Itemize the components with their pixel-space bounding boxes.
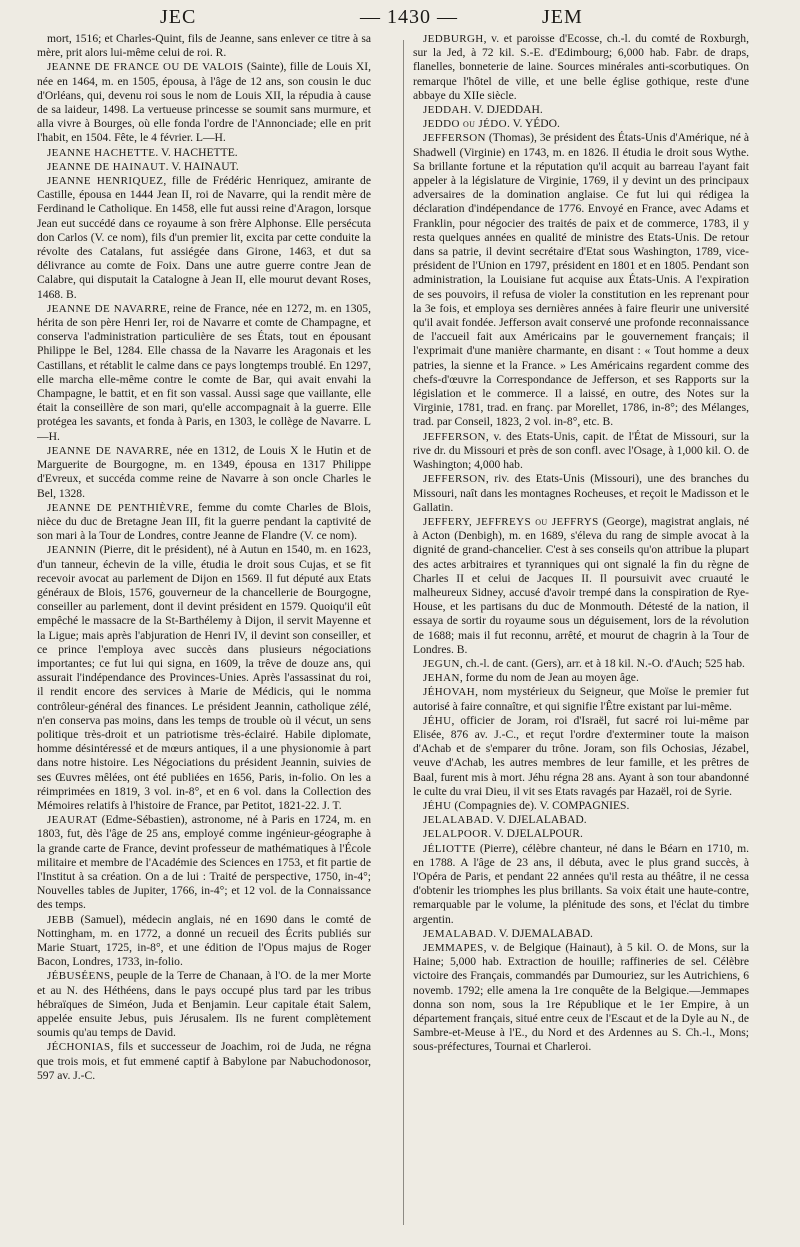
entry: JÉBUSÉENS, peuple de la Terre de Chanaan, à l'O. de la mer Morte et au N. des Héthéens, dans le pays occupé plus tard par les tribus hébraïques de Siméon, Juda et Benjamin. Leur capitale était Salem, appelée ensuite Jebus, puis Jérusalem. Ils ne furent complètement soumis qu'au temps de David.: [37, 969, 371, 1040]
entry-headword: JEBB: [47, 913, 75, 926]
entry-headword: JELALPOOR: [423, 828, 489, 841]
entry-headword: JEMALABAD: [423, 927, 494, 940]
entry: JÉCHONIAS, fils et successeur de Joachim, roi de Juda, ne régna que trois mois, et fut emmené captif à Babylone par Nabuchodonosor, 597 av. J.-C.: [37, 1040, 371, 1082]
entry: JEANNE HENRIQUEZ, fille de Frédéric Henriquez, amirante de Castille, épousa en 1444 Jean II, roi de Navarre, qui la rendit mère de Ferdinand le Catholique. En 1458, elle fut aussi reine d'Aragon, lorsque Jean eut succédé dans ce royaume à son frère Alphonse. Elle persécuta don Carlos (V. ce nom), fils d'un premier lit, excita par cette conduite la révolte des Catalans, fut assiégée dans Girone, 1463, et dut sa délivrance au comte de Foix. Dans une autre guerre contre Jean de Calabre, qui disputait la Catalogne à Jean II, elle mourut devant Roses, 1468. B.: [37, 174, 371, 301]
entry-headword: JEANNE DE PENTHIÈVRE: [47, 501, 190, 514]
running-header: [0, 6, 800, 28]
entry: JEFFERSON, riv. des Etats-Unis (Missouri), une des branches du Missouri, naît dans les montagnes Rocheuses, et reçoit le Madisson et le Gallatin.: [413, 472, 749, 514]
entry-headword: JEDDAH: [423, 104, 469, 117]
entry: JEDDAH. V. DJEDDAH.: [423, 103, 543, 117]
header-right-guide-word: JEM: [542, 6, 583, 28]
entry: JEFFERY, JEFFREYS ou JEFFRYS (George), magistrat anglais, né à Acton (Denbigh), m. en 1689, s'éleva du rang de simple avocat à la dignité de grand-chancelier. C'est à ses conseils qu'on attribue la plupart des actes arbitraires et tyranniques qui ont signalé la fin du règne de Charles II et celui de Jacques II. Il poursuivit avec cruauté le malheureux Sidney, accusé d'avoir trempé dans la conspiration de Rye-House, et les partisans du duc de Monmouth. Détesté de la nation, il essaya de sortir du royaume sous un déguisement, lors de la révolution de 1688; mais il fut reconnu, arrêté, et mourut de chagrin à la Tour de Londres. B.: [413, 514, 749, 656]
entry: JELALPOOR. V. DJELALPOUR.: [423, 827, 583, 841]
entry-headword: JEANNE DE NAVARRE: [47, 302, 167, 315]
entry: JELALABAD. V. DJELALABAD.: [423, 813, 587, 827]
entry-headword: JEDDO ou JÉDO: [423, 118, 507, 131]
entry-headword: JEDBURGH: [423, 33, 484, 45]
right-column: [413, 32, 749, 1227]
entry-headword: JÉLIOTTE: [423, 842, 476, 855]
entry-headword: JEANNE HENRIQUEZ: [47, 175, 164, 188]
entry: JEHAN, forme du nom de Jean au moyen âge.: [423, 671, 639, 685]
entry-headword: JEMMAPES: [423, 942, 484, 954]
entry-headword: JEAURAT: [47, 814, 98, 827]
page-number: — 1430 —: [360, 6, 458, 28]
entry-headword: JEANNE DE FRANCE OU DE VALOIS: [47, 61, 244, 74]
entry: JÉHOVAH, nom mystérieux du Seigneur, que Moïse le premier fut autorisé à faire connaître, et qui signifie l'Être existant par lui-même.: [413, 685, 749, 713]
entry: JEMALABAD. V. DJEMALABAD.: [423, 926, 593, 940]
entry-headword: JEANNE DE HAINAUT: [47, 160, 166, 173]
entry-headword: JÉHU: [423, 714, 452, 727]
entry: JEANNE HACHETTE. V. HACHETTE.: [47, 145, 238, 159]
entry-headword: JEANNE HACHETTE: [47, 146, 156, 159]
entry: JEAURAT (Edme-Sébastien), astronome, né à Paris en 1724, m. en 1803, fut, dès l'âge de 25 ans, employé comme ingénieur-géographe à la grande carte de France, devint professeur de mathématiques à l'École militaire et membre de l'Académie des Sciences en 1753, et fit partie de l'Institut à sa création. On a de lui : Traité de perspective, 1750, in-4°; Nouvelles tables de Jupiter, 1766, in-4°; et 12 vol. de la Connaissance des temps.: [37, 813, 371, 912]
entry: JÉHU, officier de Joram, roi d'Israël, fut sacré roi lui-même par Elisée, 876 av. J.-C., et reçut l'ordre d'exterminer toute la maison d'Achab et de s'emparer du trône. Joram, son fils Ochosias, Jézabel, veuve d'Achab, les autres membres de leur famille, et les prêtres de Baal, furent mis à mort. Jéhu régna 28 ans. Ayant à son tour abandonné le culte du vrai Dieu, il vit ses Etats ravagés par Hazaël, roi de Syrie.: [413, 713, 749, 798]
entry: JEANNE DE PENTHIÈVRE, femme du comte Charles de Blois, nièce du duc de Bretagne Jean III, fit la guerre pendant la captivité de son mari à la Tour de Londres, contre Jeanne de Flandre (V. ce nom).: [37, 500, 371, 543]
entry-headword: JÉHOVAH: [423, 686, 476, 699]
header-left-guide-word: JEC: [160, 6, 197, 28]
entry: JEBB (Samuel), médecin anglais, né en 1690 dans le comté de Nottingham, m. en 1772, a donné un recueil des Écrits publiés sur Marie Stuart, 1725, in-8°, et une édition de l'Opus majus de Roger Bacon, Londres, 1733, in-folio.: [37, 912, 371, 969]
entry-headword: JEANNE DE NAVARRE: [47, 444, 170, 457]
entry-headword: JELALABAD: [423, 814, 491, 827]
left-column: [37, 32, 371, 1227]
entry: mort, 1516; et Charles-Quint, fils de Jeanne, sans enlever ce titre à sa mère, prit alors lui-même celui de roi. R.: [37, 32, 371, 60]
entry-headword: JEFFERSON: [423, 430, 486, 443]
entry-headword: JEFFERSON: [423, 473, 486, 486]
entry: JÉLIOTTE (Pierre), célèbre chanteur, né dans le Béarn en 1710, m. en 1788. A l'âge de 23 ans, il débuta, avec le plus grand succès, à l'Opéra de Paris, et pendant 22 années qu'il resta au théâtre, il ne cessa d'obtenir les triomphes les plus brillants. Sa voix était une haute-contre, remarquable par le volume, la plénitude des sons, et l'éclat du timbre argentin.: [413, 841, 749, 926]
entry: JEANNIN (Pierre, dit le président), né à Autun en 1540, m. en 1623, d'un tanneur, échevin de la ville, étudia le droit sous Cujas, et se fit recevoir avocat au parlement de Dijon en 1569. Il fut député aux Etats généraux de Blois, 1576, gouverneur de la chancellerie de Bourgogne, conseiller au parlement, dont il devint président en 1579. Quoiqu'il eût empêché le massacre de la St-Barthélemy à Dijon, il servit Mayenne et la Ligue; mais après l'abjuration de Henri IV, il devint son conseiller, et ce prince l'employa avec succès dans plusieurs négociations importantes; ce fut lui qui signa, en 1609, la trêve de douze ans, qui assurait l'indépendance des Provinces-Unies. Après l'assassinat du roi, il rendit encore des services à Marie de Médicis, qui le nomma contrôleur-général des finances. Le président Jeannin, catholique zélé, n'en conserva pas moins, dans les temps de trouble où il vécut, un sens politique très-droit et un patriotisme très-éclairé. Habile diplomate, homme désintéressé et de mœurs antiques, il a une physionomie à part dans notre histoire. Les Négociations du président Jeannin, suivies de ses Œuvres mêlées, ont été publiées en 1656, Paris, in-folio. On les a réimprimées en 1819, 3 vol. in-8°, et en 6 vol. dans la Collection des Mémoires relatifs à l'histoire de France, par Petitot, 1821-22. J. T.: [37, 543, 371, 812]
entry-headword: JEANNIN: [47, 544, 97, 557]
entry-headword: JEFFERSON: [423, 132, 486, 145]
entry-headword: JÉBUSÉENS: [47, 970, 111, 983]
entry: JEANNE DE NAVARRE, née en 1312, de Louis X le Hutin et de Marguerite de Bourgogne, m. en 1349, épousa en 1317 Philippe d'Evreux, et succéda comme reine de Navarre à son oncle Charles le Bel, 1328.: [37, 443, 371, 500]
entry: JÉHU (Compagnies de). V. COMPAGNIES.: [423, 798, 630, 812]
entry: JEDBURGH, v. et paroisse d'Ecosse, ch.-l. du comté de Roxburgh, sur la Jed, à 72 kil. S.-E. d'Edimbourg; 6,000 hab. Fabr. de draps, flanelles, bonneterie de laine. Sources minérales anti-scorbutiques. On remarque l'hôtel de ville, et une belle église gothique, reste d'une abbaye du XIIe siècle.: [413, 32, 749, 102]
column-divider: [403, 40, 404, 1225]
entry: JEFFERSON, v. des Etats-Unis, capit. de l'État de Missouri, sur la rive dr. du Missouri et près de son confl. avec l'Osage, à 1,000 kil. O. de Washington; 4,000 hab.: [413, 429, 749, 472]
entry: JEANNE DE NAVARRE, reine de France, née en 1272, m. en 1305, hérita de son père Henri Ier, roi de Navarre et comte de Champagne, et conserva l'administration particulière de ses États, tout en épousant Philippe le Bel, 1284. Elle chassa de la Navarre les Aragonais et les Castillans, et rétablit le calme dans ce pays longtemps troublé. En 1297, elle marcha elle-même contre le comte de Bar, qui avait envahi la Champagne, le battit, et en fit son vassal. Aussi sage que vaillante, elle était la conseillère de son mari, qu'elle accompagnait à la guerre. Elle protégea les savants, et fonda à Paris, en 1303, le collège de Navarre. L—H.: [37, 301, 371, 443]
entry-headword: JEHAN: [423, 672, 460, 685]
entry: JEGUN, ch.-l. de cant. (Gers), arr. et à 18 kil. N.-O. d'Auch; 525 hab.: [423, 656, 745, 670]
entry: JEANNE DE HAINAUT. V. HAINAUT.: [47, 159, 239, 173]
entry: JEMMAPES, v. de Belgique (Hainaut), à 5 kil. O. de Mons, sur la Haine; 5,000 hab. Extraction de houille; raffineries de sel. Célèbre victoire des Français, commandés par Dumouriez, sur les Autrichiens, 6 novemb. 1792; elle amena la 1re conquête de la Belgique.—Jemmapes donna son nom, sous la 1re République et le 1er Empire, à un département français, situé entre ceux de l'Escaut et de la Dyle au N., de Sambre-et-Meuse à l'E., du Nord et des Ardennes au S. Ch.-l., Mons; sous-préfectures, Tournai et Charleroi.: [413, 941, 749, 1054]
entry-headword: JEGUN: [423, 657, 460, 670]
entry-headword: JÉCHONIAS: [47, 1041, 111, 1054]
entry: JEDDO ou JÉDO. V. YÉDO.: [423, 117, 560, 131]
entry: JEANNE DE FRANCE OU DE VALOIS (Sainte), fille de Louis XI, née en 1464, m. en 1505, épousa, à l'âge de 12 ans, son cousin le duc d'Orléans, qui, devenu roi sous le nom de Louis XII, la répudia à cause de sa laideur, 1498. La vertueuse princesse se soumit sans murmure, et alla vivre à Bourges, où elle fonda l'ordre de l'Annonciade; elle en prit l'habit, en 1504. Fête, le 4 février. L—H.: [37, 60, 371, 145]
entry-headword: JEFFERY, JEFFREYS ou JEFFRYS: [423, 515, 599, 528]
entry-headword: JÉHU: [423, 799, 452, 812]
entry: JEFFERSON (Thomas), 3e président des États-Unis d'Amérique, né à Shadwell (Virginie) en 1743, m. en 1826. Il étudia le droit sous Wythe. Sa brillante fortune et la réputation qu'il acquit au barreau l'ayant fait appeler à la législature de Virginie, 1769, il y devint un des principaux adversaires de la domination anglaise. Ce fut lui qui rédigea la déclaration d'indépendance de 1776. Envoyé en France, avec Adams et Franklin, pour négocier des traités de paix et de commerce, 1783, il y resta quelques années en qualité de ministre des Etats-Unis. De retour dans sa patrie, il devint secrétaire d'Etat sous Washington, 1789, vice-président de l'Union en 1797, président en 1801 et en 1805. Pendant son administration, la Louisiane fut acquise aux États-Unis. A l'expiration de ses pouvoirs, il refusa de violer la constitution en les reprenant pour la 3e fois, et employa ses dernières années à faire fleurir une université qu'il avait fondée. Jefferson avait conservé une profonde reconnaissance de l'accueil fait aux Américains par le gouvernement français; il l'exprimait d'une manière charmante, en disant : « Tout homme a deux patries, la sienne et la France. » Les Américains regardent comme des chefs-d'œuvre la Correspondance de Jefferson, et ses Rapports sur la législation et le commerce. Il a laissé, en outre, des Notes sur la Virginie, 1781, trad. en franç. par Morellet, 1786, in-8°; des Mélanges, trad. par Conseil, 1823, 2 vol. in-8°, etc. B.: [413, 131, 749, 429]
